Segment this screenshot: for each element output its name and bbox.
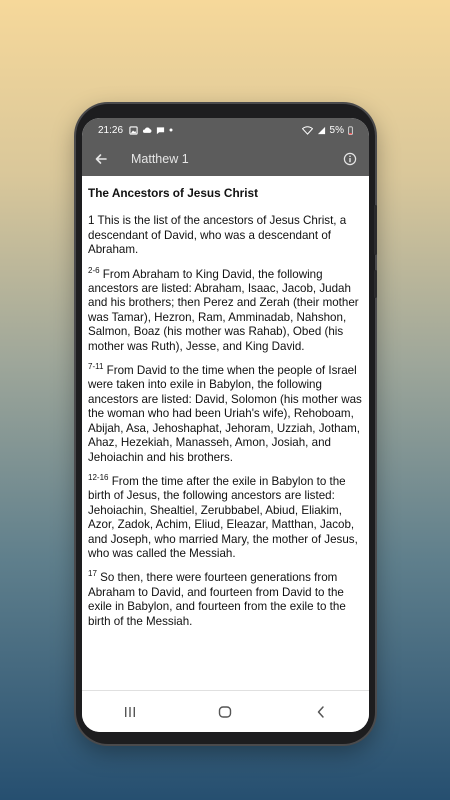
- verse-number: 17: [88, 569, 97, 579]
- battery-icon: [348, 126, 353, 135]
- verse: [88, 214, 364, 257]
- chapter-content[interactable]: [88, 176, 364, 690]
- back-button[interactable]: [94, 152, 108, 166]
- verse: [88, 475, 364, 561]
- notification-icons: [129, 126, 173, 135]
- battery-percent: 5%: [329, 124, 344, 136]
- status-time: 21:26: [98, 124, 124, 136]
- cloud-notification-icon: [142, 126, 152, 134]
- page-title: Matthew 1: [131, 152, 189, 166]
- system-icons: [302, 125, 353, 136]
- verse-number: 2-6: [88, 265, 100, 275]
- verse-text: This is the list of the ancestors of Jesus Christ, a descendant of David, who was a descendant of Abraham.: [88, 214, 347, 257]
- image-notification-icon: [129, 126, 138, 135]
- verse-number: 1: [88, 214, 95, 228]
- nav-back-button[interactable]: [311, 702, 331, 722]
- verse: [88, 364, 364, 465]
- verse-text: From David to the time when the people of Israel were taken into exile in Babylon, the following ancestors are listed: David, Solomon (his mother was the woman who had been Uriah's wife), Rehoboam, Abijah, Asa, Jehoshaphat, Jehoram, Uzziah, Jotham, Ahaz, Hezekiah, Manasseh, Amon, Josiah, and Jehoiachin and his brothers.: [88, 364, 362, 464]
- dot-notification-icon: [169, 128, 173, 132]
- power-button: [374, 205, 377, 255]
- nav-back-icon: [315, 705, 327, 719]
- volume-button: [374, 270, 377, 298]
- home-icon: [218, 705, 232, 719]
- phone-screen: [82, 118, 369, 732]
- verse-number: 12-16: [88, 473, 109, 483]
- verse: [88, 265, 364, 354]
- info-icon[interactable]: [343, 152, 357, 166]
- verse-number: 7-11: [88, 362, 104, 372]
- wifi-icon: [302, 126, 313, 135]
- system-nav-bar: [82, 690, 369, 732]
- verse-text: So then, there were fourteen generations from Abraham to David, and fourteen from David to the exile in Babylon, and fourteen from the exile to the birth of the Messiah.: [88, 571, 346, 628]
- home-button[interactable]: [215, 702, 235, 722]
- arrow-back-icon: [95, 153, 107, 165]
- app-bar: [82, 142, 369, 176]
- status-bar: [82, 118, 369, 142]
- verse: [88, 571, 364, 629]
- verse-text: From the time after the exile in Babylon to the birth of Jesus, the following ancestors are listed: Jehoiachin, Shealtiel, Zerubbabel, Abiud, Eliakim, Azor, Zadok, Achim, Eliud, Eleazar, Matthan, Jacob, and Joseph, who married Mary, the mother of Jesus, who was called the Messiah.: [88, 474, 358, 560]
- recents-button[interactable]: [120, 702, 140, 722]
- chapter-heading: The Ancestors of Jesus Christ: [88, 186, 259, 200]
- recents-icon: [123, 706, 137, 718]
- signal-icon: [317, 126, 326, 135]
- message-notification-icon: [156, 126, 165, 135]
- verse-text: From Abraham to King David, the following ancestors are listed: Abraham, Isaac, Jacob, Judah and his brothers; then Perez and Zerah (their mother was Tamar), Hezron, Ram, Amminadab, Nahshon, Salmon, Boaz (his mother was Rahab), Obed (his mother was Ruth), Jesse, and King David.: [88, 267, 359, 353]
